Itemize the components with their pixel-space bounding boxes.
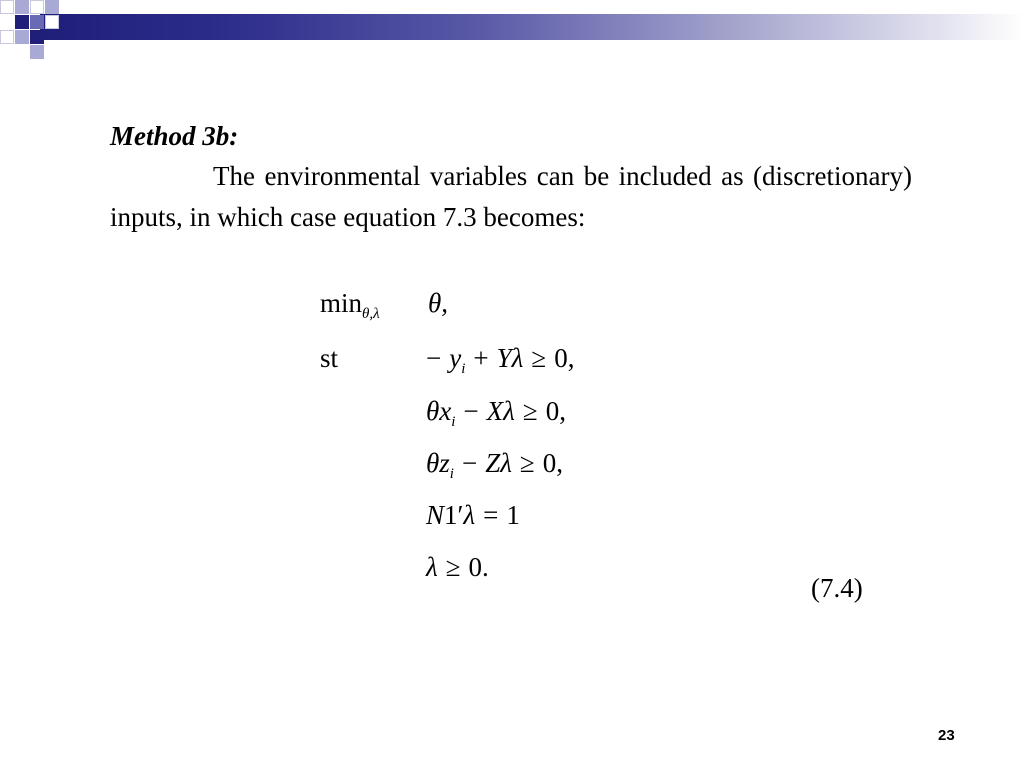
slide-number: 23	[938, 727, 955, 744]
header-gradient-bar	[40, 14, 1024, 40]
objective-expression-text: θ,	[428, 288, 449, 318]
header-square	[45, 0, 59, 14]
header-square	[30, 30, 44, 44]
method-heading: Method 3b:	[110, 121, 239, 151]
header-square	[15, 0, 29, 14]
header-square	[15, 30, 29, 44]
header-square	[45, 15, 59, 29]
constraint-row: $\theta x_i - X\lambda \ge 0$,	[426, 396, 566, 430]
header-square	[30, 45, 44, 59]
constraint-label: st	[320, 343, 339, 373]
header-square	[0, 30, 14, 44]
header-square	[15, 15, 29, 29]
min-subscript: θ,λ	[362, 306, 380, 322]
constraint-row: $\theta z_i - Z\lambda \ge 0$,	[426, 448, 563, 482]
equation-number: (7.4)	[811, 573, 863, 603]
constraint-row: − $y_i + Y\lambda \ge 0$,	[426, 343, 575, 377]
header-square	[0, 0, 14, 14]
min-operator: min	[320, 288, 363, 318]
header-square	[30, 0, 44, 14]
objective-expression	[428, 286, 448, 320]
objective-operator	[320, 286, 380, 320]
header-square	[30, 15, 44, 29]
method-description: The environmental variables can be included as (discretionary) inputs, in which case equation 7.3 becomes:	[110, 161, 912, 232]
constraint-row: λ ≥ 0.	[426, 552, 489, 582]
constraint-row: N1′λ = 1	[426, 500, 520, 530]
